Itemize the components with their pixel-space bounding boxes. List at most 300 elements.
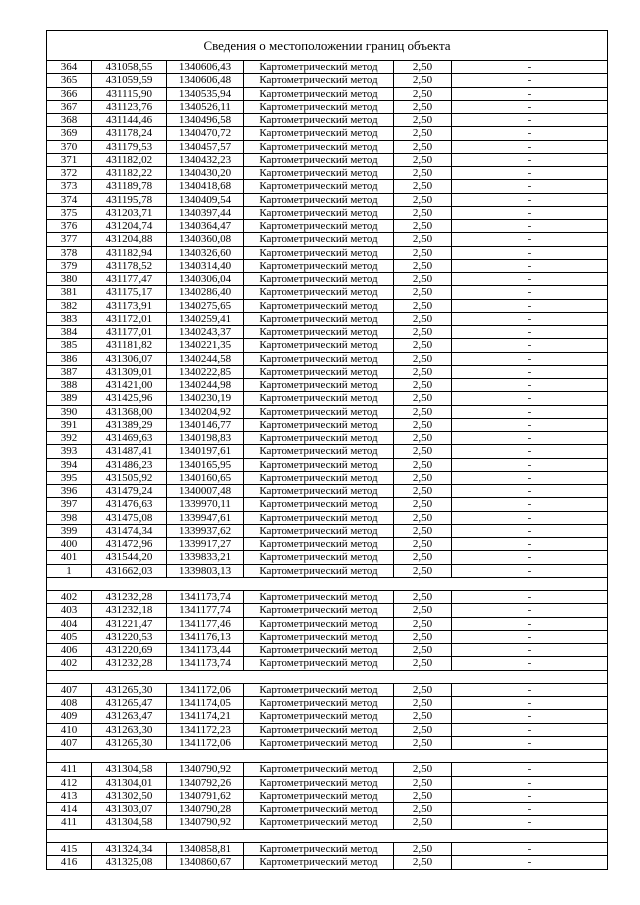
method-cell: Картометрический метод [244,220,394,233]
precision-cell: 2,50 [394,326,452,339]
method-cell: Картометрический метод [244,856,394,869]
coordinate-x-cell: 431425,96 [92,392,167,405]
precision-cell: 2,50 [394,843,452,856]
point-number-cell: 408 [47,697,92,710]
description-cell: - [452,101,607,114]
coordinate-x-cell: 431304,01 [92,777,167,790]
description-cell: - [452,339,607,352]
coordinate-x-cell: 431662,03 [92,565,167,578]
coordinate-y-cell: 1340160,65 [167,472,244,485]
precision-cell: 2,50 [394,379,452,392]
coordinate-x-cell: 431204,74 [92,220,167,233]
coordinate-y-cell: 1340496,58 [167,114,244,127]
precision-cell: 2,50 [394,790,452,803]
method-cell: Картометрический метод [244,300,394,313]
precision-cell: 2,50 [394,286,452,299]
point-number-cell: 406 [47,644,92,657]
coordinate-y-cell: 1339833,21 [167,551,244,564]
method-cell: Картометрический метод [244,737,394,750]
description-cell: - [452,843,607,856]
point-number-cell: 407 [47,684,92,697]
method-cell: Картометрический метод [244,392,394,405]
coordinate-y-cell: 1340230,19 [167,392,244,405]
precision-cell: 2,50 [394,631,452,644]
precision-cell: 2,50 [394,233,452,246]
point-number-cell: 387 [47,366,92,379]
method-cell: Картометрический метод [244,777,394,790]
method-cell: Картометрический метод [244,631,394,644]
coordinate-y-cell: 1340791,62 [167,790,244,803]
method-cell: Картометрический метод [244,816,394,829]
coordinate-x-cell: 431204,88 [92,233,167,246]
coordinate-y-cell: 1340790,92 [167,763,244,776]
coordinate-x-cell: 431304,58 [92,763,167,776]
precision-cell: 2,50 [394,114,452,127]
precision-cell: 2,50 [394,737,452,750]
precision-cell: 2,50 [394,644,452,657]
method-cell: Картометрический метод [244,432,394,445]
coordinate-x-cell: 431476,63 [92,498,167,511]
coordinate-x-cell: 431181,82 [92,339,167,352]
point-number-cell: 382 [47,300,92,313]
point-number-cell: 383 [47,313,92,326]
method-cell: Картометрический метод [244,538,394,551]
coordinate-x-cell: 431173,91 [92,300,167,313]
coordinate-y-cell: 1341172,06 [167,737,244,750]
precision-cell: 2,50 [394,459,452,472]
point-number-cell: 411 [47,763,92,776]
description-cell: - [452,379,607,392]
blank-separator-cell [47,750,607,763]
coordinate-x-cell: 431172,01 [92,313,167,326]
coordinate-x-cell: 431178,24 [92,127,167,140]
precision-cell: 2,50 [394,856,452,869]
method-cell: Картометрический метод [244,406,394,419]
method-cell: Картометрический метод [244,127,394,140]
precision-cell: 2,50 [394,194,452,207]
method-cell: Картометрический метод [244,763,394,776]
description-cell: - [452,697,607,710]
coordinate-x-cell: 431479,24 [92,485,167,498]
coordinate-y-cell: 1340790,92 [167,816,244,829]
point-number-cell: 386 [47,353,92,366]
description-cell: - [452,816,607,829]
point-number-cell: 414 [47,803,92,816]
coordinate-x-cell: 431220,53 [92,631,167,644]
precision-cell: 2,50 [394,472,452,485]
coordinate-y-cell: 1340275,65 [167,300,244,313]
description-cell: - [452,657,607,670]
coordinate-x-cell: 431309,01 [92,366,167,379]
description-cell: - [452,737,607,750]
description-cell: - [452,353,607,366]
method-cell: Картометрический метод [244,657,394,670]
coordinate-y-cell: 1339937,62 [167,525,244,538]
coordinate-y-cell: 1340221,35 [167,339,244,352]
coordinate-y-cell: 1341177,74 [167,604,244,617]
precision-cell: 2,50 [394,551,452,564]
description-cell: - [452,127,607,140]
description-cell: - [452,88,607,101]
point-number-cell: 368 [47,114,92,127]
coordinate-y-cell: 1340457,57 [167,141,244,154]
coordinate-x-cell: 431304,58 [92,816,167,829]
method-cell: Картометрический метод [244,286,394,299]
coordinate-x-cell: 431324,34 [92,843,167,856]
point-number-cell: 380 [47,273,92,286]
precision-cell: 2,50 [394,88,452,101]
description-cell: - [452,710,607,723]
precision-cell: 2,50 [394,366,452,379]
coordinate-x-cell: 431265,30 [92,684,167,697]
point-number-cell: 385 [47,339,92,352]
coordinate-x-cell: 431232,28 [92,657,167,670]
point-number-cell: 402 [47,591,92,604]
precision-cell: 2,50 [394,300,452,313]
method-cell: Картометрический метод [244,313,394,326]
method-cell: Картометрический метод [244,644,394,657]
coordinate-x-cell: 431123,76 [92,101,167,114]
point-number-cell: 384 [47,326,92,339]
coordinate-y-cell: 1340364,47 [167,220,244,233]
blank-separator-cell [47,671,607,684]
coordinate-x-cell: 431195,78 [92,194,167,207]
method-cell: Картометрический метод [244,326,394,339]
method-cell: Картометрический метод [244,74,394,87]
coordinate-y-cell: 1340007,48 [167,485,244,498]
method-cell: Картометрический метод [244,353,394,366]
precision-cell: 2,50 [394,538,452,551]
description-cell: - [452,525,607,538]
description-cell: - [452,618,607,631]
precision-cell: 2,50 [394,220,452,233]
method-cell: Картометрический метод [244,803,394,816]
method-cell: Картометрический метод [244,710,394,723]
coordinate-x-cell: 431175,17 [92,286,167,299]
coordinate-y-cell: 1341173,74 [167,657,244,670]
coordinate-y-cell: 1340792,26 [167,777,244,790]
method-cell: Картометрический метод [244,379,394,392]
precision-cell: 2,50 [394,127,452,140]
precision-cell: 2,50 [394,61,452,74]
boundary-table [46,30,608,870]
point-number-cell: 399 [47,525,92,538]
coordinate-y-cell: 1340418,68 [167,180,244,193]
coordinate-x-cell: 431220,69 [92,644,167,657]
precision-cell: 2,50 [394,392,452,405]
method-cell: Картометрический метод [244,498,394,511]
description-cell: - [452,763,607,776]
description-cell: - [452,260,607,273]
precision-cell: 2,50 [394,74,452,87]
coordinate-x-cell: 431058,55 [92,61,167,74]
coordinate-y-cell: 1340259,41 [167,313,244,326]
coordinate-y-cell: 1341173,44 [167,644,244,657]
coordinate-y-cell: 1341176,13 [167,631,244,644]
method-cell: Картометрический метод [244,194,394,207]
coordinate-y-cell: 1340314,40 [167,260,244,273]
coordinate-x-cell: 431303,07 [92,803,167,816]
coordinate-x-cell: 431263,30 [92,724,167,737]
coordinate-y-cell: 1339970,11 [167,498,244,511]
description-cell: - [452,406,607,419]
coordinate-x-cell: 431368,00 [92,406,167,419]
precision-cell: 2,50 [394,353,452,366]
point-number-cell: 413 [47,790,92,803]
coordinate-y-cell: 1339917,27 [167,538,244,551]
coordinate-x-cell: 431505,92 [92,472,167,485]
method-cell: Картометрический метод [244,101,394,114]
point-number-cell: 394 [47,459,92,472]
precision-cell: 2,50 [394,154,452,167]
point-number-cell: 397 [47,498,92,511]
precision-cell: 2,50 [394,180,452,193]
coordinate-y-cell: 1340197,61 [167,445,244,458]
point-number-cell: 364 [47,61,92,74]
coordinate-x-cell: 431486,23 [92,459,167,472]
coordinate-y-cell: 1340286,40 [167,286,244,299]
description-cell: - [452,247,607,260]
precision-cell: 2,50 [394,101,452,114]
precision-cell: 2,50 [394,406,452,419]
coordinate-x-cell: 431474,34 [92,525,167,538]
description-cell: - [452,154,607,167]
point-number-cell: 411 [47,816,92,829]
description-cell: - [452,141,607,154]
coordinate-y-cell: 1340198,83 [167,432,244,445]
point-number-cell: 379 [47,260,92,273]
description-cell: - [452,803,607,816]
precision-cell: 2,50 [394,247,452,260]
description-cell: - [452,167,607,180]
coordinate-x-cell: 431232,18 [92,604,167,617]
precision-cell: 2,50 [394,657,452,670]
coordinate-x-cell: 431059,59 [92,74,167,87]
coordinate-x-cell: 431306,07 [92,353,167,366]
coordinate-x-cell: 431302,50 [92,790,167,803]
coordinate-y-cell: 1340430,20 [167,167,244,180]
coordinate-y-cell: 1339947,61 [167,512,244,525]
point-number-cell: 409 [47,710,92,723]
description-cell: - [452,445,607,458]
method-cell: Картометрический метод [244,551,394,564]
coordinate-x-cell: 431189,78 [92,180,167,193]
point-number-cell: 389 [47,392,92,405]
precision-cell: 2,50 [394,618,452,631]
description-cell: - [452,538,607,551]
coordinate-y-cell: 1341177,46 [167,618,244,631]
description-cell: - [452,631,607,644]
description-cell: - [452,392,607,405]
coordinate-x-cell: 431472,96 [92,538,167,551]
description-cell: - [452,644,607,657]
coordinate-x-cell: 431232,28 [92,591,167,604]
precision-cell: 2,50 [394,697,452,710]
coordinate-y-cell: 1340526,11 [167,101,244,114]
point-number-cell: 416 [47,856,92,869]
description-cell: - [452,366,607,379]
method-cell: Картометрический метод [244,88,394,101]
coordinate-y-cell: 1340146,77 [167,419,244,432]
point-number-cell: 396 [47,485,92,498]
precision-cell: 2,50 [394,498,452,511]
point-number-cell: 401 [47,551,92,564]
coordinate-y-cell: 1340204,92 [167,406,244,419]
coordinate-y-cell: 1340243,37 [167,326,244,339]
description-cell: - [452,432,607,445]
point-number-cell: 377 [47,233,92,246]
method-cell: Картометрический метод [244,141,394,154]
coordinate-x-cell: 431421,00 [92,379,167,392]
description-cell: - [452,220,607,233]
precision-cell: 2,50 [394,485,452,498]
point-number-cell: 372 [47,167,92,180]
description-cell: - [452,74,607,87]
coordinate-x-cell: 431177,01 [92,326,167,339]
description-cell: - [452,180,607,193]
point-number-cell: 367 [47,101,92,114]
description-cell: - [452,313,607,326]
precision-cell: 2,50 [394,141,452,154]
coordinate-y-cell: 1340606,48 [167,74,244,87]
point-number-cell: 375 [47,207,92,220]
coordinate-x-cell: 431325,08 [92,856,167,869]
coordinate-y-cell: 1341172,06 [167,684,244,697]
coordinate-x-cell: 431182,02 [92,154,167,167]
method-cell: Картометрический метод [244,790,394,803]
precision-cell: 2,50 [394,260,452,273]
table-title: Сведения о местоположении границ объекта [47,31,607,61]
method-cell: Картометрический метод [244,565,394,578]
description-cell: - [452,286,607,299]
coordinate-x-cell: 431265,47 [92,697,167,710]
method-cell: Картометрический метод [244,247,394,260]
description-cell: - [452,472,607,485]
coordinate-x-cell: 431177,47 [92,273,167,286]
coordinate-y-cell: 1340306,04 [167,273,244,286]
precision-cell: 2,50 [394,816,452,829]
description-cell: - [452,724,607,737]
description-cell: - [452,604,607,617]
description-cell: - [452,498,607,511]
precision-cell: 2,50 [394,710,452,723]
method-cell: Картометрический метод [244,618,394,631]
point-number-cell: 388 [47,379,92,392]
coordinate-x-cell: 431475,08 [92,512,167,525]
coordinate-x-cell: 431544,20 [92,551,167,564]
precision-cell: 2,50 [394,273,452,286]
coordinate-y-cell: 1340790,28 [167,803,244,816]
point-number-cell: 371 [47,154,92,167]
coordinate-x-cell: 431144,46 [92,114,167,127]
point-number-cell: 402 [47,657,92,670]
coordinate-y-cell: 1341172,23 [167,724,244,737]
precision-cell: 2,50 [394,512,452,525]
description-cell: - [452,61,607,74]
method-cell: Картометрический метод [244,167,394,180]
coordinate-y-cell: 1340244,98 [167,379,244,392]
point-number-cell: 1 [47,565,92,578]
coordinate-y-cell: 1340397,44 [167,207,244,220]
description-cell: - [452,485,607,498]
description-cell: - [452,207,607,220]
precision-cell: 2,50 [394,167,452,180]
coordinate-y-cell: 1340606,43 [167,61,244,74]
coordinate-x-cell: 431182,94 [92,247,167,260]
precision-cell: 2,50 [394,763,452,776]
point-number-cell: 369 [47,127,92,140]
coordinate-y-cell: 1340470,72 [167,127,244,140]
point-number-cell: 370 [47,141,92,154]
point-number-cell: 415 [47,843,92,856]
coordinate-y-cell: 1340409,54 [167,194,244,207]
point-number-cell: 390 [47,406,92,419]
point-number-cell: 381 [47,286,92,299]
description-cell: - [452,300,607,313]
coordinate-x-cell: 431178,52 [92,260,167,273]
precision-cell: 2,50 [394,777,452,790]
method-cell: Картометрический метод [244,459,394,472]
method-cell: Картометрический метод [244,724,394,737]
coordinate-x-cell: 431265,30 [92,737,167,750]
description-cell: - [452,419,607,432]
point-number-cell: 410 [47,724,92,737]
precision-cell: 2,50 [394,419,452,432]
description-cell: - [452,326,607,339]
method-cell: Картометрический метод [244,260,394,273]
precision-cell: 2,50 [394,604,452,617]
coordinate-y-cell: 1341174,21 [167,710,244,723]
description-cell: - [452,777,607,790]
precision-cell: 2,50 [394,207,452,220]
precision-cell: 2,50 [394,313,452,326]
point-number-cell: 393 [47,445,92,458]
method-cell: Картометрический метод [244,591,394,604]
method-cell: Картометрический метод [244,843,394,856]
coordinate-x-cell: 431469,63 [92,432,167,445]
precision-cell: 2,50 [394,565,452,578]
coordinate-y-cell: 1339803,13 [167,565,244,578]
coordinate-y-cell: 1340222,85 [167,366,244,379]
point-number-cell: 366 [47,88,92,101]
coordinate-y-cell: 1340432,23 [167,154,244,167]
method-cell: Картометрический метод [244,114,394,127]
method-cell: Картометрический метод [244,472,394,485]
method-cell: Картометрический метод [244,419,394,432]
description-cell: - [452,114,607,127]
coordinate-x-cell: 431263,47 [92,710,167,723]
description-cell: - [452,551,607,564]
coordinate-y-cell: 1341173,74 [167,591,244,604]
method-cell: Картометрический метод [244,604,394,617]
coordinate-y-cell: 1340165,95 [167,459,244,472]
coordinate-x-cell: 431487,41 [92,445,167,458]
point-number-cell: 391 [47,419,92,432]
method-cell: Картометрический метод [244,339,394,352]
coordinate-x-cell: 431115,90 [92,88,167,101]
coordinate-x-cell: 431179,53 [92,141,167,154]
point-number-cell: 378 [47,247,92,260]
point-number-cell: 395 [47,472,92,485]
coordinate-y-cell: 1340535,94 [167,88,244,101]
description-cell: - [452,233,607,246]
point-number-cell: 398 [47,512,92,525]
description-cell: - [452,591,607,604]
point-number-cell: 365 [47,74,92,87]
coordinate-x-cell: 431221,47 [92,618,167,631]
precision-cell: 2,50 [394,432,452,445]
point-number-cell: 376 [47,220,92,233]
